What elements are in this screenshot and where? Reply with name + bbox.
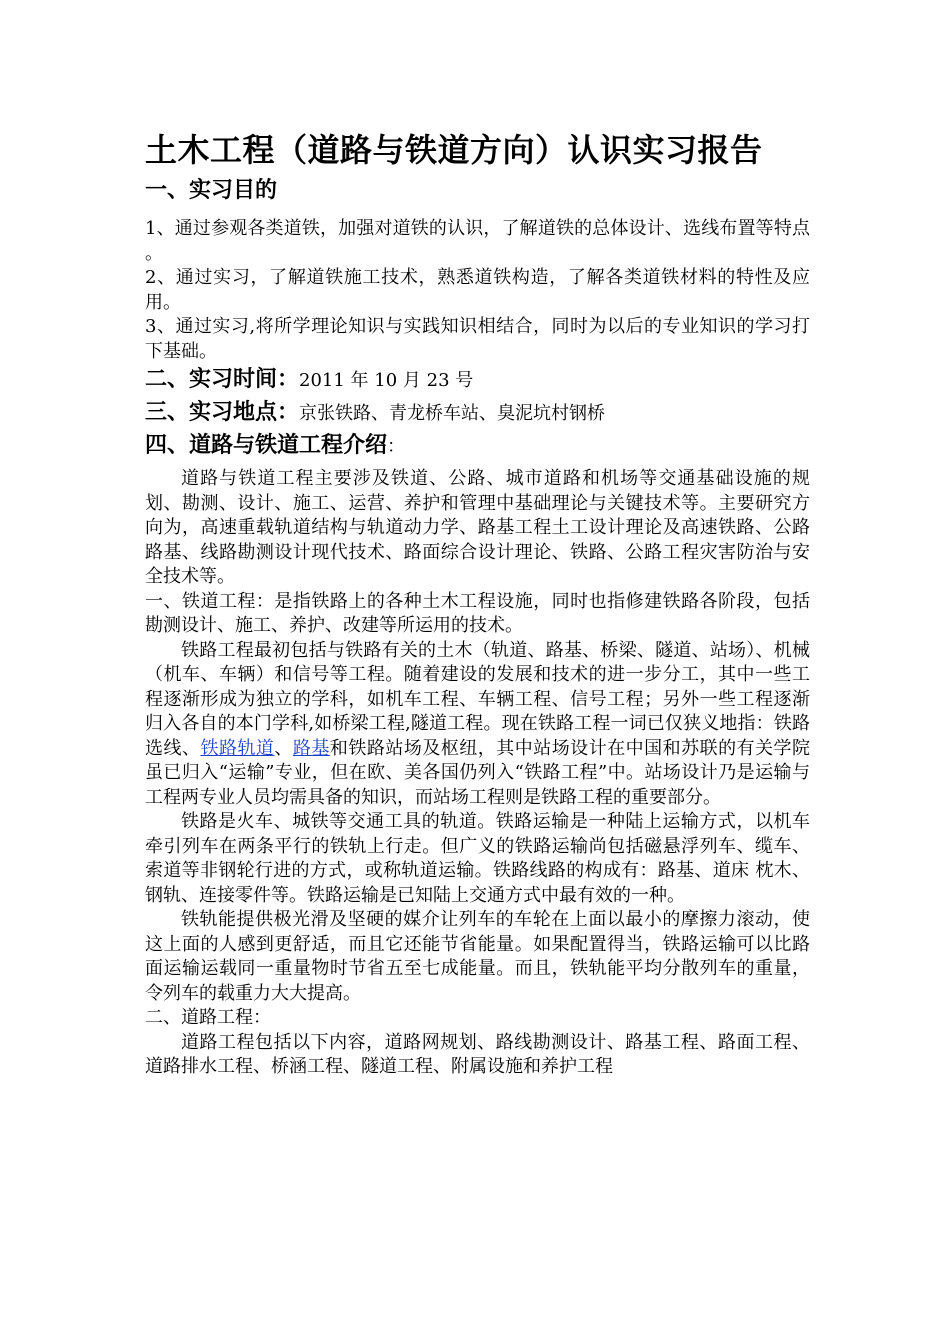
document-page <box>145 125 810 1080</box>
railway-paragraph-text-b: 和铁路站场及枢纽，其中站场设计在中国和苏联的有关学院虽已归入“运输”专业，但在欧、美各国仍列入“铁路工程”中。站场设计乃是运输与工程两专业人员均需具备的知识，而站场工程则是铁路工程的重要部分。 <box>145 737 811 808</box>
section-purpose-heading: 一、实习目的 <box>145 178 278 203</box>
section-intro-label: 四、道路与铁道工程介绍 <box>145 433 388 458</box>
intro-body <box>145 467 810 1080</box>
purpose-item-1: 1、通过参观各类道铁，加强对道铁的认识，了解道铁的总体设计、选线布置等特点 。 <box>145 218 810 264</box>
section-intro-colon: ： <box>387 436 406 457</box>
railway-engineering-definition: 一、铁道工程：是指铁路上的各种土木工程设施，同时也指修建铁路各阶段，包括勘测设计、施工、养护、改建等所运用的技术。 <box>145 590 810 636</box>
purpose-list <box>145 217 810 364</box>
document-title: 土木工程（道路与铁道方向）认识实习报告 <box>145 131 763 169</box>
railway-paragraph-text-a: 铁路工程最初包括与铁路有关的土木（轨道、路基、桥梁、隧道、站场）、机械（机车、车辆）和信号等工程。随着建设的发展和技术的进一步分工，其中一些工程逐渐形成为独立的学科，如机车工程、车辆工程、信号工程；另外一些工程逐渐归入各自的本门学科,如桥梁工程,隧道工程。现在铁路工程一词已仅狭义地指：铁路选线、 <box>145 639 810 759</box>
railway-track-link[interactable]: 铁路轨道 <box>200 737 275 759</box>
railway-transport-paragraph: 铁路是火车、城铁等交通工具的轨道。铁路运输是一种陆上运输方式，以机车牵引列车在两条平行的铁轨上行走。但广义的铁路运输尚包括磁悬浮列车、缆车、索道等非钢轮行进的方式，或称轨道运输。铁路线路的构成有：路基、道床 枕木、钢轨、连接零件等。铁路运输是已知陆上交通方式中最有效的一种。 <box>145 811 810 906</box>
purpose-item-2: 2、通过实习，了解道铁施工技术，熟悉道铁构造，了解各类道铁材料的特性及应用。 <box>145 267 810 313</box>
section-time-heading <box>145 364 810 397</box>
railway-engineering-paragraph <box>145 639 810 811</box>
subgrade-link[interactable]: 路基 <box>292 737 330 759</box>
link-separator: 、 <box>274 737 293 759</box>
section-location-value: 京张铁路、青龙桥车站、臭泥坑村钢桥 <box>299 403 606 424</box>
purpose-item-3: 3、通过实习,将所学理论知识与实践知识相结合，同时为以后的专业知识的学习打下基础。 <box>145 316 810 362</box>
road-engineering-paragraph: 道路工程包括以下内容，道路网规划、路线勘测设计、路基工程、路面工程、道路排水工程、桥涵工程、隧道工程、附属设施和养护工程 <box>145 1031 810 1077</box>
section-intro-heading <box>145 430 810 463</box>
section-time-label: 二、实习时间： <box>145 367 300 392</box>
rail-advantage-paragraph: 铁轨能提供极光滑及坚硬的媒介让列车的车轮在上面以最小的摩擦力滚动，使这上面的人感到更舒适，而且它还能节省能量。如果配置得当，铁路运输可以比路面运输运载同一重量物时节省五至七成能量。而且，铁轨能平均分散列车的重量，令列车的载重力大大提高。 <box>145 909 810 1004</box>
section-location-heading <box>145 397 810 430</box>
intro-paragraph-1: 道路与铁道工程主要涉及铁道、公路、城市道路和机场等交通基础设施的规划、勘测、设计、施工、运营、养护和管理中基础理论与关键技术等。主要研究方向为，高速重载轨道结构与轨道动力学、路基工程土工设计理论及高速铁路、公路路基、线路勘测设计现代技术、路面综合设计理论、铁路、公路工程灾害防治与安全技术等。 <box>145 468 810 587</box>
section-time-value: 2011 年 10 月 23 号 <box>299 370 474 391</box>
section-location-label: 三、实习地点： <box>145 400 300 425</box>
road-engineering-heading: 二、道路工程： <box>145 1007 271 1028</box>
